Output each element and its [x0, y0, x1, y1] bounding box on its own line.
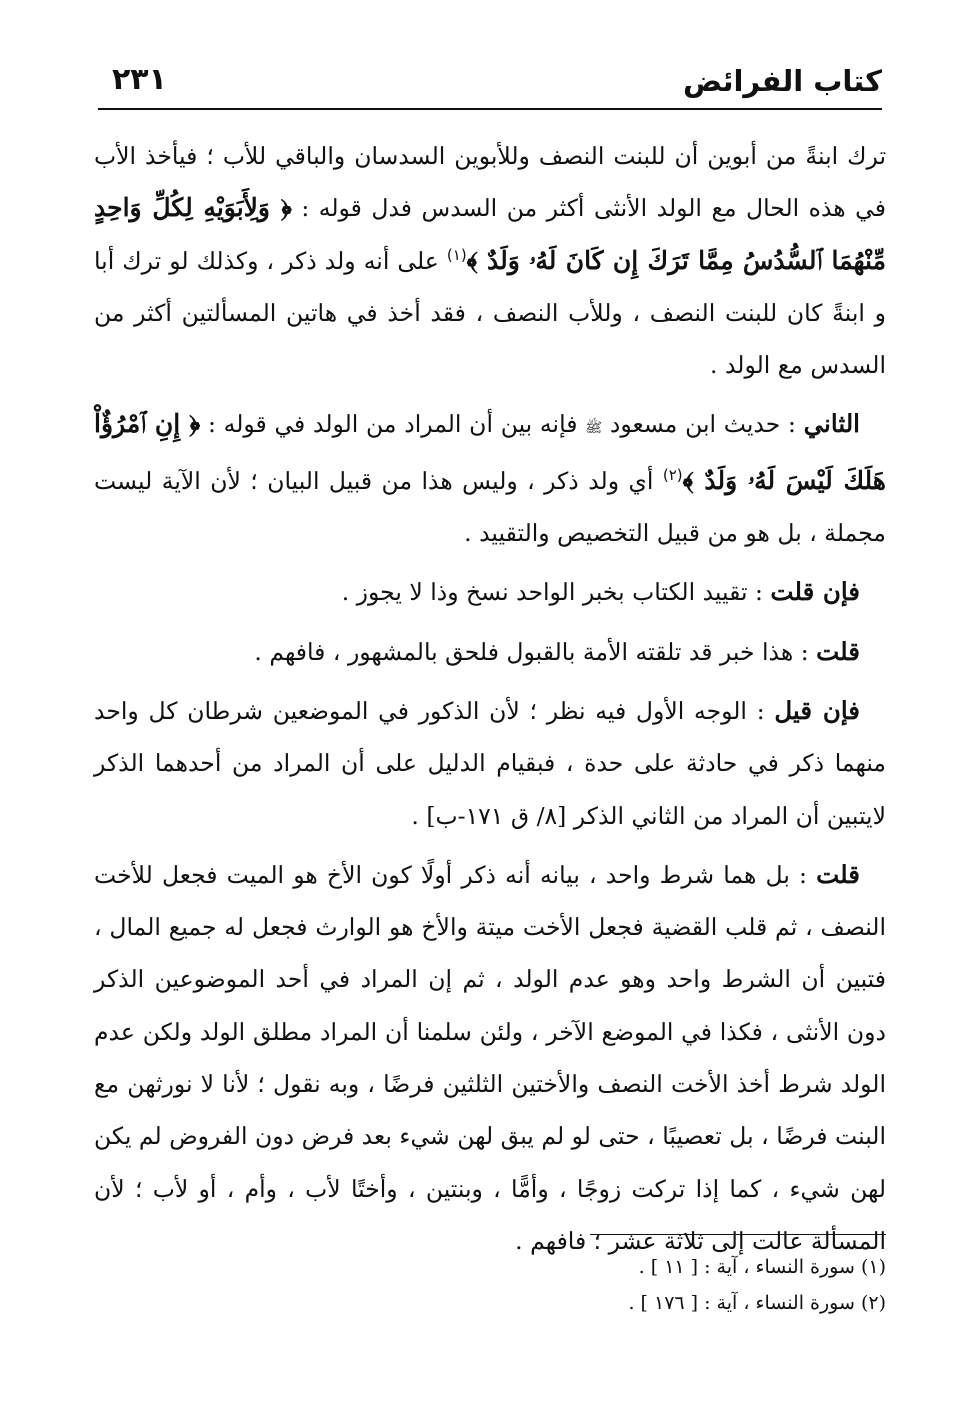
paragraph-2	[94, 398, 886, 559]
paragraph-4-text: : هذا خبر قد تلقته الأمة بالقبول فلحق بالمشهور ، فافهم .	[254, 637, 809, 666]
page-number: ٢٣١	[112, 62, 167, 97]
footnote-ref-2[interactable]: (٢)	[662, 465, 683, 484]
paragraph-5-text: : الوجه الأول فيه نظر ؛ لأن الذكور في الموضعين شرطان كل واحد منهما ذكر في حادثة على حدة ، فبقيام الدليل على أن المراد من أحدهما الذكر لايتبين أن المراد من الثاني الذكر [٨/ ق ١٧١-ب] .	[94, 696, 886, 830]
book-title: كتاب الفرائض	[683, 64, 882, 98]
paragraph-5	[94, 685, 886, 842]
running-header	[98, 58, 882, 110]
paragraph-6-text: : بل هما شرط واحد ، بيانه أنه ذكر أولًا كون الأخ هو الميت فجعل للأخت النصف ، ثم قلب القضية فجعل الأخت ميتة والأخ هو الوارث فجعل له جميع المال ، فتبين أن الشرط واحد وهو عدم الولد ، ثم إن المراد في أحد الموضوعين الذكر دون الأنثى ، فكذا في الموضع الآخر ، ولئن سلمنا أن المراد مطلق الولد ولكن عدم الولد شرط أخذ الأخت النصف والأختين الثلثين فرضًا ، وبه نقول ؛ لأنا لا نورثهن مع البنت فرضًا ، بل تعصيبًا ، حتى لو لم يبق لهن شيء بعد فرض دون الفروض لم يكن لهن شيء ، كما إذا تركت زوجًا ، وأمًّا ، وبنتين ، وأختًا لأب ، وأم ، أو لأب ؛ لأن المسألة عالت إلى ثلاثة عشر ؛ فافهم .	[94, 860, 886, 1255]
paragraph-1-text-a: ترك ابنةً من أبوين أن للبنت النصف وللأبوين السدسان والباقي للأب ؛ فيأخذ الأب في هذه الحال مع الولد الأنثى أكثر من السدس فدل قوله :	[94, 142, 886, 223]
footnote-ref-1[interactable]: (١)	[446, 245, 467, 264]
paragraph-1-text-b: على أنه ولد ذكر ، وكذلك لو ترك أبا و ابنةً كان للبنت النصف ، وللأب النصف ، فقد أخذ في هاتين المسألتين أكثر من السدس مع الولد .	[94, 246, 886, 380]
main-text	[94, 130, 886, 1274]
paragraph-1	[94, 130, 886, 391]
footnote-2: (٢) سورة النساء ، آية : [ ١٧٦ ] .	[628, 1292, 886, 1314]
paragraph-5-lead: فإن قيل	[774, 695, 860, 725]
paragraph-4	[94, 626, 886, 678]
paragraph-2-lead: الثاني	[803, 409, 860, 439]
paragraph-2-text-a: : حديث ابن مسعود	[609, 410, 796, 439]
paragraph-4-lead: قلت	[816, 636, 860, 666]
paragraph-3-text: : تقييد الكتاب بخبر الواحد نسخ وذا لا يجوز .	[341, 578, 763, 607]
quran-verse-1: ﴿ وَلِأَبَوَيْهِ لِكُلِّ وَاحِدٍ مِّنْهُمَا ٱلسُّدُسُ مِمَّا تَرَكَ إِن كَانَ لَهُۥ وَلَدٌ ﴾	[94, 193, 886, 275]
paragraph-2-text-c: أي ولد ذكر ، وليس هذا من قبيل البيان ؛ لأن الآية ليست مجملة ، بل هو من قبيل التخصيص والتقييد .	[94, 466, 886, 548]
paragraph-3	[94, 566, 886, 618]
honorific-glyph: ﷺ	[585, 420, 603, 437]
paragraph-2-text-b: فإنه بين أن المراد من الولد في قوله :	[207, 410, 578, 439]
paragraph-6	[94, 849, 886, 1267]
paragraph-3-lead: فإن قلت	[770, 577, 860, 607]
footnotes	[94, 1249, 886, 1321]
quran-verse-2: ﴿ إِنِ ٱمْرُؤٌاْ هَلَكَ لَيْسَ لَهُۥ وَلَدٌ ﴾	[94, 409, 886, 495]
footnote-1: (١) سورة النساء ، آية : [ ١١ ] .	[638, 1256, 886, 1278]
paragraph-6-lead: قلت	[816, 859, 860, 889]
footnote-divider	[590, 1234, 886, 1235]
